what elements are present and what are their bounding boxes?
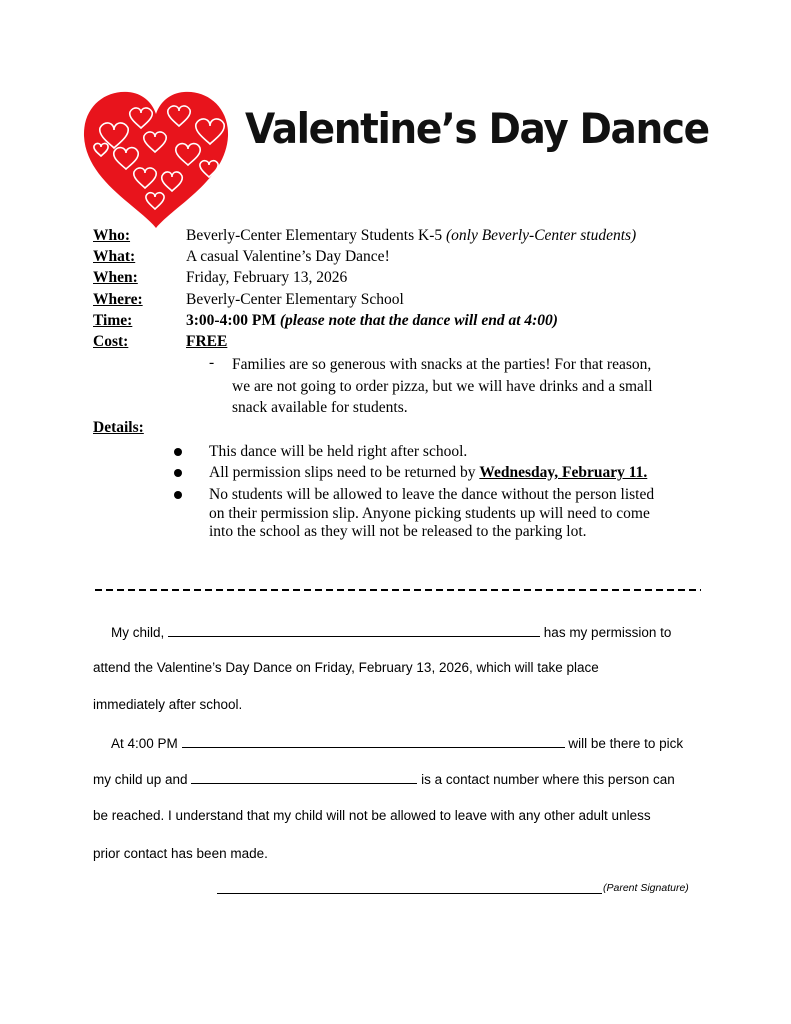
slip-line-4: At 4:00 PM will be there to pick [111, 736, 684, 751]
page-title: Valentine’s Day Dance [245, 104, 709, 153]
what-label: What: [93, 248, 136, 265]
parent-signature-field[interactable] [217, 893, 602, 894]
time-value: 3:00-4:00 PM (please note that the dance will end at 4:00) [186, 312, 558, 329]
return-deadline: Wednesday, February 11. [479, 464, 648, 481]
cost-note-line: we are not going to order pizza, but we will have drinks and a small [232, 377, 653, 395]
contact-number-field[interactable] [191, 771, 417, 784]
pickup-person-field[interactable] [182, 735, 565, 748]
where-label: Where: [93, 291, 143, 308]
bullet-icon [174, 448, 182, 456]
slip-line-2: attend the Valentine’s Day Dance on Friday, February 13, 2026, which will take place [93, 660, 599, 675]
slip-line-1: My child, has my permission to [111, 625, 672, 640]
slip-line-5: my child up and is a contact number where this person can [93, 772, 675, 787]
cost-label: Cost: [93, 333, 129, 350]
where-value: Beverly-Center Elementary School [186, 291, 404, 308]
cost-note-line: snack available for students. [232, 399, 408, 416]
slip-line-7: prior contact has been made. [93, 846, 268, 861]
cut-line-divider [95, 589, 701, 591]
who-label: Who: [93, 227, 131, 244]
what-value: A casual Valentine’s Day Dance! [186, 248, 390, 265]
when-label: When: [93, 269, 138, 286]
heart-logo-icon [80, 88, 232, 230]
who-value: Beverly-Center Elementary Students K-5 (only Beverly-Center students) [186, 227, 637, 244]
slip-line-3: immediately after school. [93, 697, 243, 712]
cost-note-line: Families are so generous with snacks at the parties! For that reason, [232, 356, 652, 373]
when-value: Friday, February 13, 2026 [186, 269, 348, 286]
bullet-icon [174, 469, 182, 477]
details-heading: Details: [93, 419, 144, 436]
bullet-icon [174, 491, 182, 499]
time-label: Time: [93, 312, 133, 329]
signature-label: (Parent Signature) [603, 882, 689, 894]
cost-note-dash: - [209, 354, 215, 371]
slip-line-6: be reached. I understand that my child will not be allowed to leave with any other adult unless [93, 808, 651, 823]
cost-value: FREE [186, 333, 228, 350]
child-name-field[interactable] [168, 624, 540, 637]
